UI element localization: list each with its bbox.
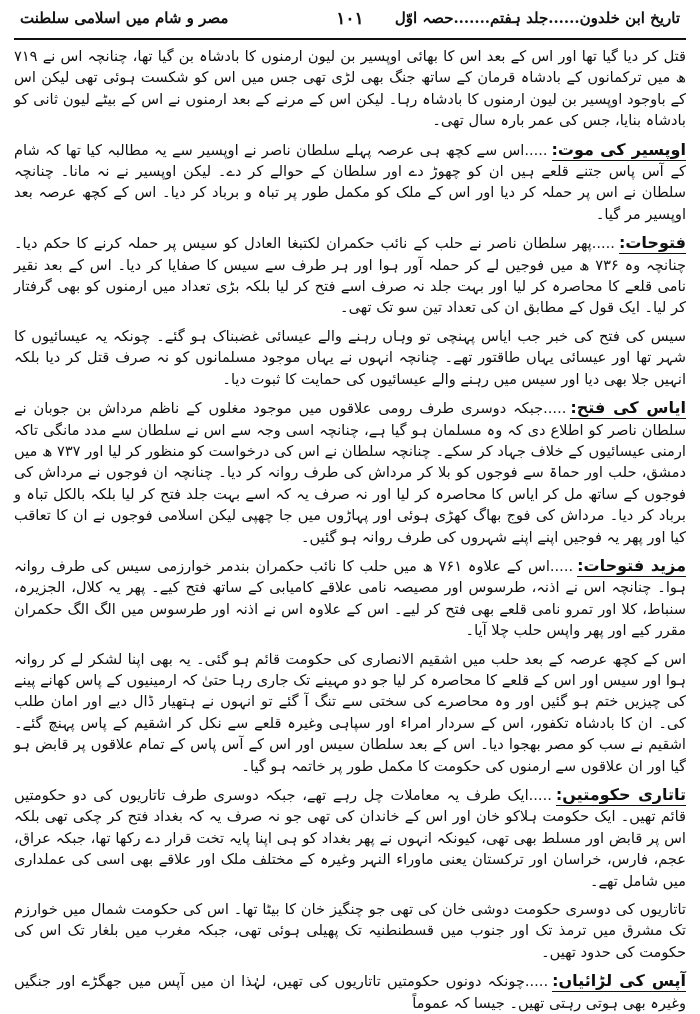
paragraph [14,899,686,963]
section-heading: تاتاری حکومتیں: [555,785,687,804]
section-heading: آپس کی لڑائیاں: [552,971,686,991]
section-heading: ایاس کی فتح: [570,398,687,418]
paragraph [14,649,686,777]
paragraph [14,397,686,548]
section-heading: مزید فتوحات: [577,555,687,575]
paragraph-text: .....ایک طرف یہ معاملات چل رہے تھے، جبکہ دوسری طرف تاتاریوں کی دو حکومتیں قائم تھیں۔ ایک حکومت ہلاکو خان اور اس کے خاندان کی تھی جو نہ صرف یہ کہ بغداد فتح کر چکی تھی بلکہ اس پر قابض اور مسلط بھی تھی، کیونکہ انہوں نے پھر بغداد کو ہی اپنا پایہ تخت قرار دے رکھا تھا، جبکہ عراق، عجم، فارس، خراسان اور ترکستان یعنی ماوراء النہر وغیرہ کے مختلف ملک اور علاقے بھی اسی کی عملداری میں شامل تھے۔ [14,787,686,890]
paragraph [14,46,686,132]
paragraph [14,139,686,226]
section-heading: فتوحات: [618,233,686,253]
book-title: تاریخ ابن خلدون......جلد ہفتم.......حصہ اوّل [394,9,680,27]
paragraph-text: .....جبکہ دوسری طرف رومی علاقوں میں موجود مغلوں کے ناظم مرداش بن جوبان نے سلطان ناصر کو اطلاع دی کہ وہ مسلمان ہو گیا ہے، چنانچہ اسی وجہ سے اس نے سلطان سے مدد مانگی تاکہ ارمنی عیسائیوں کے خلاف جہاد کر سکے۔ چنانچہ سلطان نے اس کی درخواست کو منظور کر لیا اور ۷۳۷ ھ میں دمشق، حلب اور حماۃ سے فوجوں کو بلا کر مرداش کی طرف روانہ کر دیا۔ چنانچہ ان فوجوں نے مرداش کی فوجوں کے ساتھ مل کر ایاس کا محاصرہ کر لیا اور نہ صرف یہ کہ اسے بہت جلد فتح کر لیا بلکہ بالکل تباہ و برباد کر دیا۔ مرداش کی فوج بھاگ کھڑی ہوئی اور پہاڑوں میں جا چھپی لیکن اسلامی فوجوں نے ان کا تعاقب کیا اور پھر یہ فوجیں اپنے اپنے شہروں کی طرف روانہ ہو گئیں۔ [14,400,686,546]
paragraph-text: قتل کر دیا گیا تھا اور اس کے بعد اس کا بھائی اوپسیر بن لیون ارمنوں کا بادشاہ بن گیا تھا، چنانچہ اس نے ۷۱۹ ھ میں ترکمانوں کے بادشاہ قرمان کے ساتھ جنگ بھی لڑی تھی جس میں اس کو شکست ہوئی تھی لیکن اس کے باوجود اوپسیر بن لیون ارمنوں کا بادشاہ رہا۔ لیکن اس کے مرنے کے بعد ارمنوں نے اس کے بیٹے لیون ثانی کو بادشاہ بنایا، جس کی عمر بارہ سال تھی۔ [14,48,686,130]
paragraph [14,555,686,642]
paragraph [14,970,686,1014]
paragraph-text: اس کے کچھ عرصہ کے بعد حلب میں اشقیم الانصاری کی حکومت قائم ہو گئی۔ یہ بھی اپنا لشکر لے کر روانہ ہوا اور سیس اور اس کے قلعے کا محاصرہ کر لیا جو دو مہینے تک جاری رہا حتیٰ کہ ارمینیوں کے پاس کھانے پینے کی چیزیں ختم ہو گئیں اور وہ محاصرے کی سختی سے تنگ آ گئے تو انہوں نے ہتھیار ڈال دیے اور امان طلب کی۔ ان کا بادشاہ تکفور، اس کے سردار امراء اور سپاہی وغیرہ قلعے سے نکل کر اشقیم کے پاس پہنچ گئے۔ اشقیم نے سب کو مصر بھجوا دیا۔ اس کے بعد سلطان سیس اور اس کے آس پاس کے تمام علاقوں پر قابض ہو گیا اور ان علاقوں سے ارمنوں کی حکومت کا مکمل طور پر خاتمہ ہو گیا۔ [14,650,686,775]
paragraph-text: تاتاریوں کی دوسری حکومت دوشی خان کی تھی جو چنگیز خان کا بیٹا تھا۔ اس کی حکومت شمال میں خوارزم تک مشرق میں ترمذ تک اور جنوب میں قسطنطنیہ تک پھیلی ہوئی تھی، جبکہ مغرب میں بلغار تک اس کی حکومت کی حدود تھیں۔ [14,901,686,961]
header-divider [14,38,686,40]
page-number: ۱۰۱ [336,9,364,29]
paragraph-text: .....چونکہ دونوں حکومتیں تاتاریوں کی تھیں، لہٰذا ان میں آپس میں جھگڑے اور جنگیں وغیرہ بھی ہوتی رہتی تھیں۔ جیسا کہ عموماً [14,973,686,1012]
paragraph [14,784,686,892]
paragraph-text: .....اس کے علاوہ ۷۶۱ ھ میں حلب کا نائب حکمران بندمر خوارزمی سیس کی طرف روانہ ہوا۔ چنانچہ اس نے اذنہ، طرسوس اور مصیصہ نامی علاقے کامیابی کے ساتھ فتح کیے۔ پھر یہ کلال، الجزیرہ، سنباط، کلا اور تمرو نامی قلعے بھی فتح کر لیے۔ اس کے علاوہ اس نے اذنہ اور طرسوس میں الگ الگ حکمران مقرر کیے اور پھر واپس حلب چلا آیا۔ [14,557,686,640]
paragraph [14,326,686,390]
paragraph [14,232,686,319]
paragraph-text: .....پھر سلطان ناصر نے حلب کے نائب حکمران لکتبغا العادل کو سیس پر حملہ کرنے کا حکم دیا۔ چنانچہ وہ ۷۳۶ ھ میں فوجیں لے کر حملہ آور ہوا اور ہر طرف سے سیس کا صفایا کر دیا۔ اس کے بعد نقیر نامی قلعے کا محاصرہ کر لیا اور بہت جلد نہ صرف اسے فتح کر لیا بلکہ بڑی تعداد میں ارمنوں کو بھی گرفتار کر لیا۔ ایک قول کے مطابق ان کی تعداد تین سو تک تھی۔ [14,235,686,317]
page-header [14,0,686,36]
paragraph-text: .....اس سے کچھ ہی عرصہ پہلے سلطان ناصر نے اوپسیر سے یہ مطالبہ کیا تھا کہ شام کے آس پاس جتنے قلعے ہیں ان کو چھوڑ دے اور سلطان کے حوالے کر دے۔ لیکن اوپسیر نے نہ مانا۔ چنانچہ سلطان نے اس پر حملہ کر دیا اور اس کے ملک کو مکمل طور پر تباہ و برباد کر دیا۔ اس کے کچھ عرصہ بعد اوپسیر مر گیا۔ [14,141,686,223]
chapter-title: مصر و شام میں اسلامی سلطنت [20,9,229,27]
paragraph-text: سیس کی فتح کی خبر جب ایاس پہنچی تو وہاں رہنے والے عیسائی غضبناک ہو گئے۔ چونکہ یہ عیسائیوں کا شہر تھا اور عیسائی یہاں طاقتور تھے۔ چنانچہ انہوں نے یہاں موجود مسلمانوں کو نہ صرف قتل کر دیا بلکہ انہیں جلا بھی دیا اور سیس میں رہنے والے عیسائیوں کی حمایت کا ثبوت دیا۔ [14,327,686,388]
section-heading: اوپسیر کی موت: [551,139,686,159]
page-body [14,46,686,1014]
